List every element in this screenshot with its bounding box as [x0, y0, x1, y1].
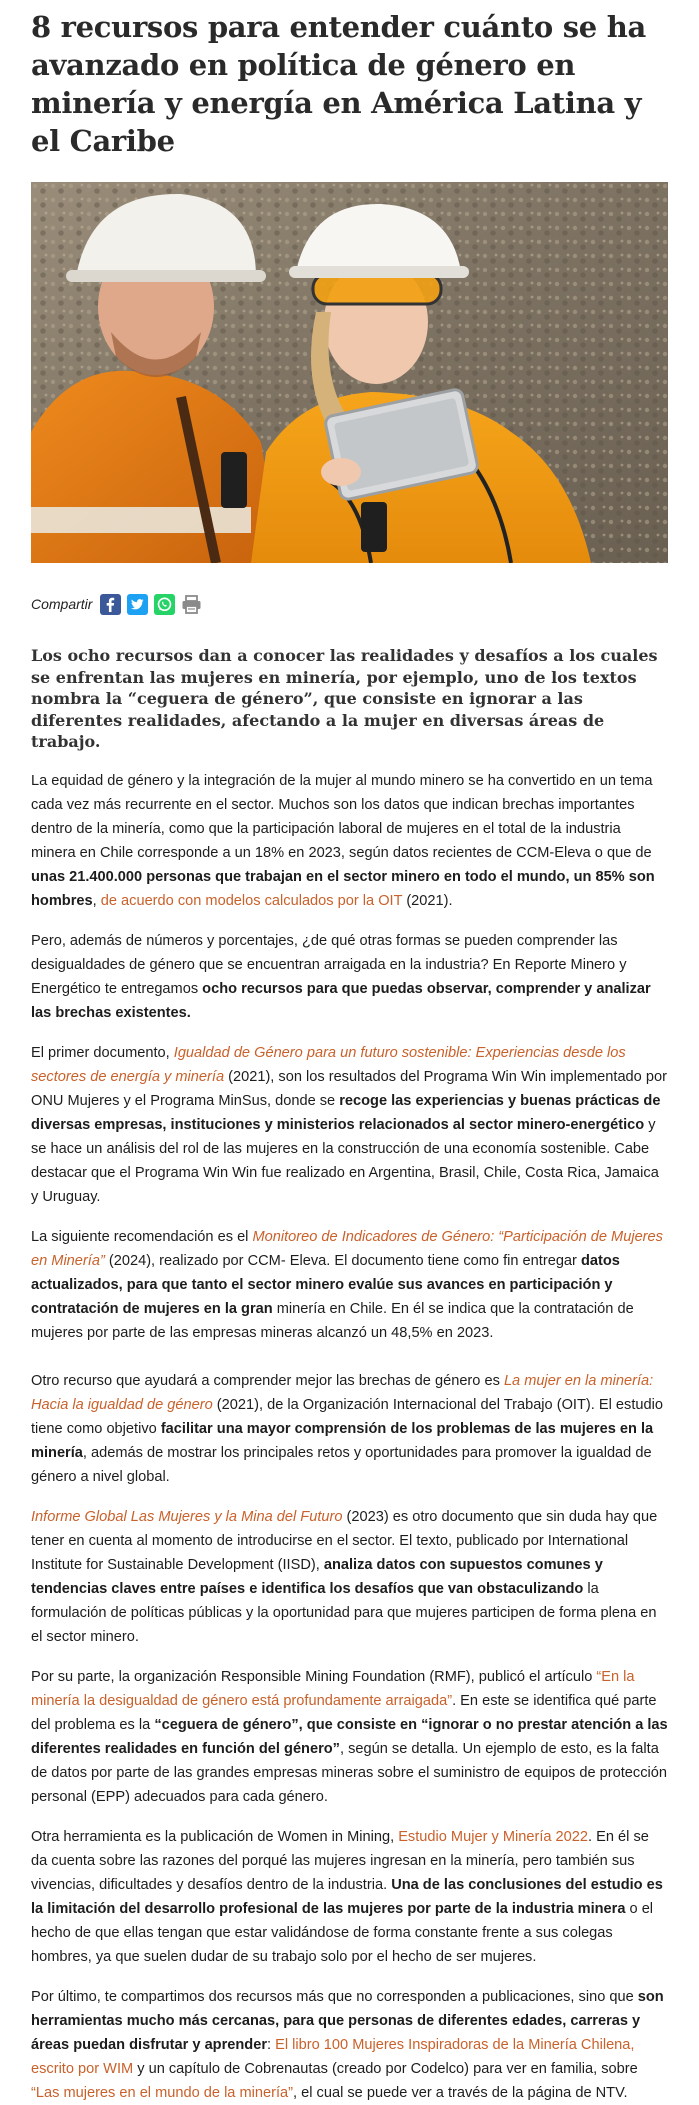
- paragraph-1: La equidad de género y la integración de la mujer al mundo minero se ha convertido en un tema cada vez más recurrente en el sector. Muchos son los datos que indican brechas importantes dentro de la minería, como que la participación laboral de mujeres en el total de la industria minera en Chile corresponde a un 18% en 2023, según datos recientes de CCM-Eleva o que de unas 21.400.000 personas que trabajan en el sector minero en todo el mundo, un 85% son hombres, de acuerdo con modelos calculados por la OIT (2021).: [31, 772, 655, 909]
- article-lead: Los ocho recursos dan a conocer las realidades y desafíos a los cuales se enfrentan las mujeres en minería, por ejemplo, uno de los textos nombra la “ceguera de género”, que consiste en ignorar a las diferentes realidades, afectando a la mujer en diversas áreas de trabajo.: [31, 646, 658, 751]
- paragraph-9: Por último, te compartimos dos recursos más que no corresponden a publicaciones, sino que son herramientas mucho más cercanas, para que personas de diferentes edades, carreras y áreas puedan disfrutar y aprender: El libro 100 Mujeres Inspiradoras de la Minería Chilena, escrito por WIM y un capítulo de Cobrenautas (creado por Codelco) para ver en familia, sobre “Las mujeres en el mundo de la minería”, el cual se puede ver a través de la página de NTV.: [31, 1988, 664, 2101]
- article: [0, 8, 699, 2105]
- paragraph-5: Otro recurso que ayudará a comprender mejor las brechas de género es La mujer en la minería: Hacia la igualdad de género (2021), de la Organización Internacional del Trabajo (OIT). El estudio tiene como objetivo facilitar una mayor comprensión de los problemas de las mujeres en la minería, además de mostrar los principales retos y oportunidades para promover la igualdad de género a nivel global.: [31, 1372, 663, 1485]
- article-title: 8 recursos para entender cuánto se ha avanzado en política de género en minería y energía en América Latina y el Caribe: [31, 10, 647, 158]
- whatsapp-icon[interactable]: [154, 594, 175, 615]
- paragraph-7: Por su parte, la organización Responsible Mining Foundation (RMF), publicó el artículo “En la minería la desigualdad de género está profundamente arraigada”. En este se identifica qué parte del problema es la “ceguera de género”, que consiste en “ignorar o no prestar atención a las diferentes realidades en función del género”, según se detalla. Un ejemplo de esto, es la falta de datos por parte de las grandes empresas mineras sobre el suministro de equipos de protección personal (EPP) adecuados para cada género.: [31, 1668, 668, 1805]
- link-igualdad-genero[interactable]: Igualdad de Género para un futuro sostenible: Experiencias desde los sectores de energía y minería: [31, 1044, 626, 1085]
- twitter-icon[interactable]: [127, 594, 148, 615]
- facebook-icon[interactable]: [100, 594, 121, 615]
- paragraph-2: Pero, además de números y porcentajes, ¿de qué otras formas se pueden comprender las desigualdades de género que se encuentran arraigada en la industria? En Reporte Minero y Energético te entregamos ocho recursos para que puedas observar, comprender y analizar las brechas existentes.: [31, 932, 651, 1021]
- link-rmf-article[interactable]: “En la minería la desigualdad de género está profundamente arraigada”: [31, 1668, 635, 1709]
- link-monitoreo-indicadores[interactable]: Monitoreo de Indicadores de Género: “Participación de Mujeres en Minería”: [31, 1228, 663, 1269]
- paragraph-4: La siguiente recomendación es el Monitoreo de Indicadores de Género: “Participación de Mujeres en Minería” (2024), realizado por CCM- Eleva. El documento tiene como fin entregar datos actualizados, para que tanto el sector minero evalúe sus avances en participación y contratación de mujeres en la gran minería en Chile. En él se indica que la contratación de mujeres por parte de las empresas mineras alcanzó un 48,5% en 2023.: [31, 1228, 663, 1341]
- link-estudio-mujer-mineria[interactable]: Estudio Mujer y Minería 2022: [398, 1828, 589, 1845]
- print-icon[interactable]: [181, 594, 202, 615]
- hero-image: [31, 182, 668, 563]
- share-bar: [31, 591, 668, 617]
- link-libro-100-mujeres[interactable]: El libro 100 Mujeres Inspiradoras de la Minería Chilena, escrito por WIM: [31, 2036, 635, 2077]
- link-oit-models[interactable]: de acuerdo con modelos calculados por la OIT: [100, 892, 403, 909]
- paragraph-6: Informe Global Las Mujeres y la Mina del Futuro (2023) es otro documento que sin duda hay que tener en cuenta al momento de introducirse en el sector. El texto, publicado por International Institute for Sustainable Development (IISD), analiza datos con supuestos comunes y tendencias claves entre países e identifica los desafíos que van obstaculizando la formulación de políticas públicas y la oportunidad para que mujeres participen de forma plena en el sector minero.: [31, 1508, 658, 1645]
- paragraph-3: El primer documento, Igualdad de Género para un futuro sostenible: Experiencias desde los sectores de energía y minería (2021), son los resultados del Programa Win Win implementado por ONU Mujeres y el Programa MinSus, donde se recoge las experiencias y buenas prácticas de diversas empresas, instituciones y ministerios relacionados al sector minero-energético y se hace un análisis del rol de las mujeres en la construcción de una economía sostenible. Cabe destacar que el Programa Win Win fue realizado en Argentina, Brasil, Chile, Costa Rica, Jamaica y Uruguay.: [31, 1044, 667, 1205]
- paragraph-8: Otra herramienta es la publicación de Women in Mining, Estudio Mujer y Minería 2022. En él se da cuenta sobre las razones del porqué las mujeres ingresan en la minería, pero también sus vivencias, dificultades y desafíos dentro de la industria. Una de las conclusiones del estudio es la limitación del desarrollo profesional de las mujeres por parte de la industria minera o el hecho de que ellas tengan que estar validándose de forma constante frente a sus colegas hombres, ya que suelen dudar de su trabajo solo por el hecho de ser mujeres.: [31, 1828, 663, 1965]
- link-cobrenautas[interactable]: “Las mujeres en el mundo de la minería”: [31, 2084, 294, 2101]
- share-label: Compartir: [31, 596, 93, 612]
- link-mujer-mineria-oit[interactable]: La mujer en la minería: Hacia la igualdad de género: [31, 1372, 654, 1413]
- link-informe-global[interactable]: Informe Global Las Mujeres y la Mina del Futuro: [31, 1508, 343, 1525]
